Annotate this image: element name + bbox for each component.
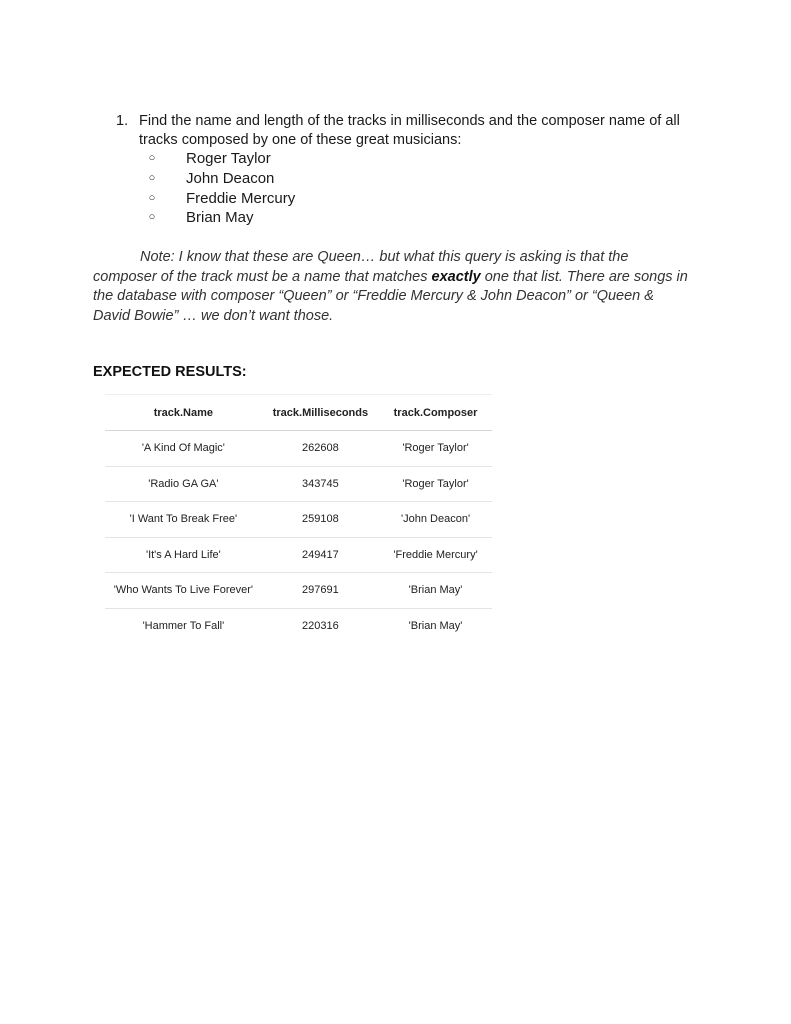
- cell-composer: 'Brian May': [408, 619, 463, 632]
- cell-milliseconds: 343745: [262, 466, 379, 502]
- note-text-start: Note: I know that these are Queen… but what this query is asking is that the composer of the track must be a name that matches: [93, 249, 629, 285]
- note-text-end: one that list. There are songs in the database with composer “Queen” or “Freddie Mercury & John Deacon” or “Queen & David Bowie” … we don’t want those.: [93, 268, 688, 325]
- column-header-milliseconds: track.Milliseconds: [262, 395, 379, 431]
- table-row: [105, 466, 492, 502]
- table-row: [105, 573, 492, 609]
- cell-composer: 'Roger Taylor': [379, 466, 492, 502]
- cell-composer: 'Roger Taylor': [379, 431, 492, 467]
- list-item: [146, 208, 295, 228]
- cell-milliseconds: 249417: [262, 537, 379, 573]
- table-row: [105, 502, 492, 538]
- cell-track-name: 'A Kind Of Magic': [105, 431, 262, 467]
- question-item: [116, 112, 686, 150]
- cell-track-name: 'It's A Hard Life': [105, 537, 262, 573]
- hollow-circle-bullet-icon: ○: [148, 152, 156, 164]
- question-text: Find the name and length of the tracks in milliseconds and the composer name of all tracks composed by one of these great musicians:: [139, 113, 680, 148]
- table-header-row: [105, 395, 492, 431]
- cell-composer: 'John Deacon': [379, 502, 492, 538]
- table-row: [105, 431, 492, 467]
- column-header-composer: track.Composer: [379, 395, 492, 431]
- musician-name: Brian May: [186, 209, 254, 227]
- list-item: [146, 169, 295, 189]
- cell-composer: 'Freddie Mercury': [379, 537, 492, 573]
- column-header-name: track.Name: [105, 395, 262, 431]
- musician-name: John Deacon: [186, 169, 275, 187]
- table-row: [105, 537, 492, 573]
- cell-track-name: 'Hammer To Fall': [142, 619, 225, 632]
- cell-composer: 'Brian May': [379, 573, 492, 609]
- cell-milliseconds: 220316: [302, 619, 339, 632]
- hollow-circle-bullet-icon: ○: [148, 171, 156, 184]
- hollow-circle-bullet-icon: ○: [148, 211, 156, 224]
- cell-track-name: 'Radio GA GA': [105, 466, 262, 502]
- hollow-circle-bullet-icon: ○: [148, 191, 156, 204]
- musician-name: Roger Taylor: [186, 150, 271, 167]
- expected-results-heading: EXPECTED RESULTS:: [93, 364, 247, 380]
- results-table: [105, 394, 492, 643]
- musician-name: Freddie Mercury: [186, 189, 296, 207]
- cell-milliseconds: 297691: [262, 573, 379, 609]
- list-item: [146, 149, 295, 169]
- cell-track-name: 'Who Wants To Live Forever': [105, 573, 262, 609]
- cell-milliseconds: 259108: [262, 502, 379, 538]
- note-paragraph: [93, 248, 693, 327]
- cell-milliseconds: 262608: [262, 431, 379, 467]
- cell-track-name: 'I Want To Break Free': [105, 502, 262, 538]
- list-item: [146, 189, 295, 209]
- note-bold-word: exactly: [431, 268, 481, 285]
- table-row: [105, 608, 492, 643]
- musician-list: [146, 149, 295, 228]
- question-number: 1.: [116, 113, 129, 129]
